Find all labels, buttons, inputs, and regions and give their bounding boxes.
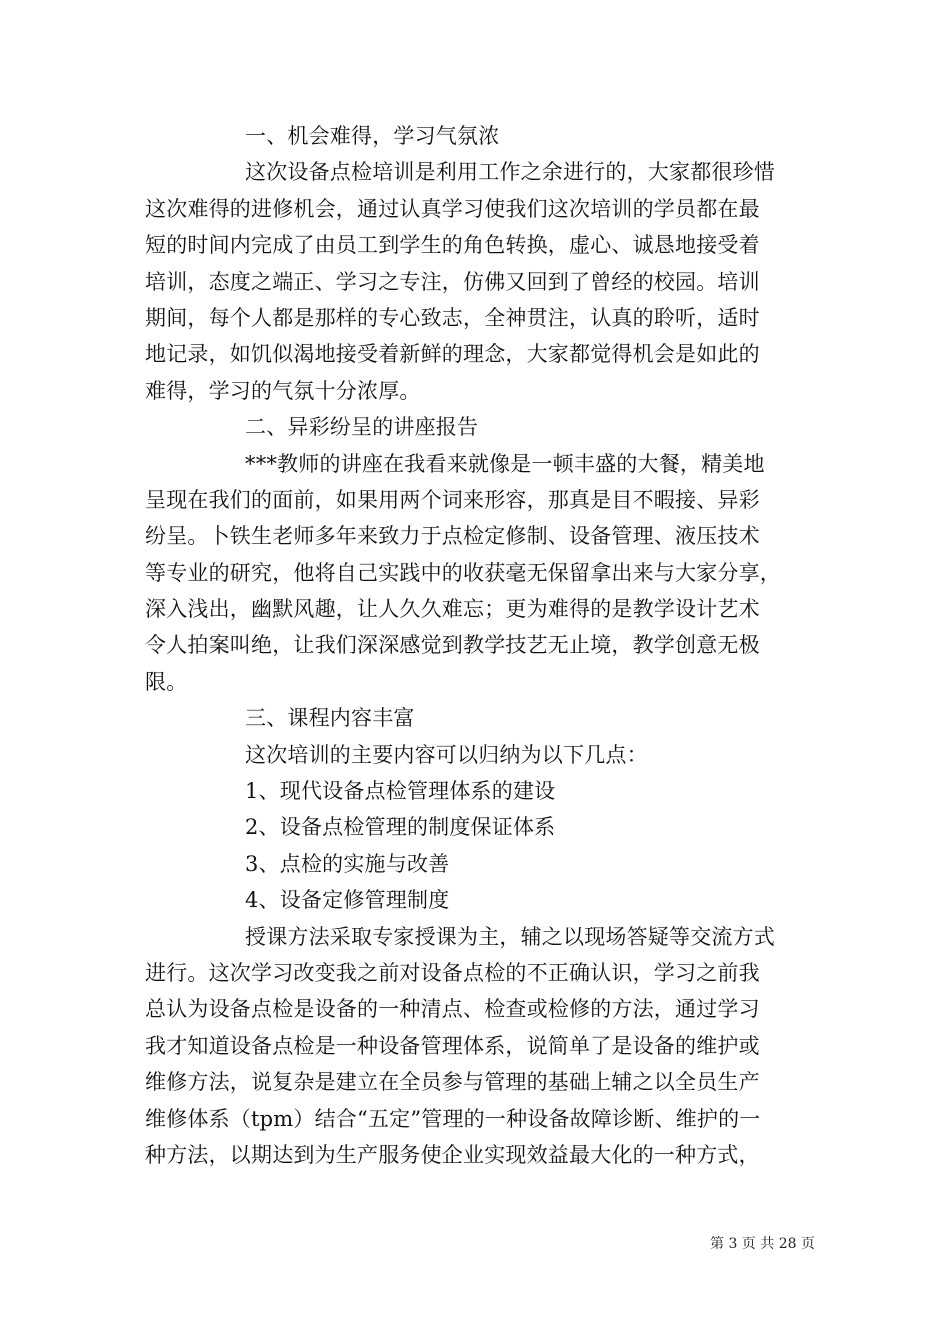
- text-line: 维修体系（tpm）结合“五定”管理的一种设备故障诊断、维护的一: [145, 1106, 761, 1131]
- text-line: 4、设备定修管理制度: [245, 888, 450, 913]
- text-line: 令人拍案叫绝，让我们深深感觉到教学技艺无止境，教学创意无极: [145, 633, 760, 658]
- text-line: 这次难得的进修机会，通过认真学习使我们这次培训的学员都在最: [145, 196, 760, 221]
- text-line: 一、机会难得，学习气氛浓: [245, 124, 500, 148]
- document-body: [145, 118, 805, 1173]
- page-number-footer: 第 3 页 共 28 页: [710, 1236, 815, 1252]
- text-line: 地记录，如饥似渴地接受着新鲜的理念，大家都觉得机会是如此的: [145, 342, 760, 367]
- text-line: 三、课程内容丰富: [245, 706, 415, 731]
- text-line: 1、现代设备点检管理体系的建设: [245, 779, 556, 804]
- text-line: 难得，学习的气氛十分浓厚。: [145, 378, 421, 403]
- text-line: 呈现在我们的面前，如果用两个词来形容，那真是目不暇接、异彩: [145, 487, 760, 512]
- text-line: 短的时间内完成了由员工到学生的角色转换，虚心、诚恳地接受着: [145, 233, 760, 258]
- text-line: 总认为设备点检是设备的一种清点、检查或检修的方法，通过学习: [145, 997, 760, 1022]
- text-line: 授课方法采取专家授课为主，辅之以现场答疑等交流方式: [245, 924, 775, 949]
- text-line: 培训，态度之端正、学习之专注，仿佛又回到了曾经的校园。培训: [145, 269, 760, 294]
- text-line: 深入浅出，幽默风趣，让人久久难忘；更为难得的是教学设计艺术: [145, 597, 760, 622]
- text-line: 我才知道设备点检是一种设备管理体系，说简单了是设备的维护或: [145, 1033, 760, 1058]
- text-line: 二、异彩纷呈的讲座报告: [245, 415, 479, 440]
- text-line: 种方法，以期达到为生产服务使企业实现效益最大化的一种方式，: [145, 1142, 760, 1167]
- text-line: 这次培训的主要内容可以归纳为以下几点：: [245, 742, 648, 767]
- text-line: 等专业的研究，他将自己实践中的收获毫无保留拿出来与大家分享，: [145, 560, 781, 585]
- text-line: 期间，每个人都是那样的专心致志，全神贯注，认真的聆听，适时: [145, 305, 760, 330]
- text-line: 限。: [145, 669, 188, 694]
- text-line: 维修方法，说复杂是建立在全员参与管理的基础上辅之以全员生产: [145, 1070, 760, 1095]
- text-line: 这次设备点检培训是利用工作之余进行的，大家都很珍惜: [245, 160, 775, 185]
- text-line: 2、设备点检管理的制度保证体系: [245, 815, 556, 840]
- text-line: 纷呈。卜铁生老师多年来致力于点检定修制、设备管理、液压技术: [145, 524, 760, 549]
- text-line: 进行。这次学习改变我之前对设备点检的不正确认识，学习之前我: [145, 960, 760, 985]
- text-line: ***教师的讲座在我看来就像是一顿丰盛的大餐，精美地: [245, 451, 765, 476]
- text-line: 3、点检的实施与改善: [245, 851, 450, 876]
